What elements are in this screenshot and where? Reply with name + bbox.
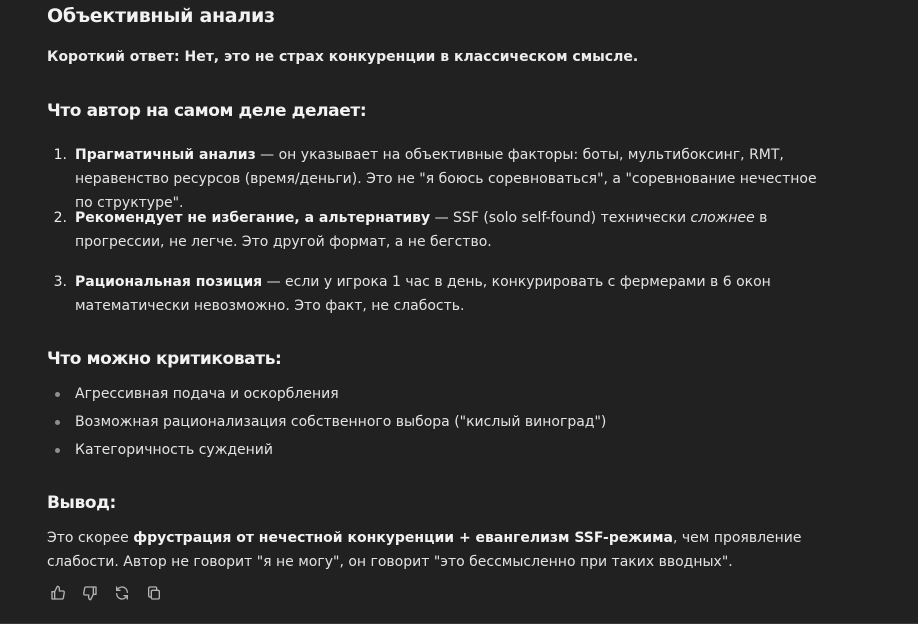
- section-heading-author: Что автор на самом деле делает:: [47, 101, 367, 121]
- list-item-rest: в прогрессии, не легче. Это другой формат, а не бегство.: [75, 210, 768, 250]
- list-item-rest: — если у игрока 1 час в день, конкурировать с фермерами в 6 окон математически невозможно. Это факт, не слабость.: [75, 274, 771, 314]
- bullet-item: [47, 382, 747, 406]
- bullet-dot: [55, 448, 60, 453]
- list-item-rest: — он указывает на объективные факторы: боты, мультибоксинг, RMT, неравенство ресурсов (время/деньги). Это не "я боюсь соревноваться", а "соревнование нечестное по структуре".: [75, 147, 817, 211]
- list-number: 1.: [53, 147, 67, 163]
- message-title: Объективный анализ: [47, 5, 275, 27]
- bullet-item: [47, 410, 747, 434]
- bullet-item: [47, 438, 747, 462]
- list-number: 2.: [53, 210, 67, 226]
- bullet-dot: [55, 392, 60, 397]
- list-item-italic: сложнее: [690, 210, 755, 226]
- section-heading-conclusion: Вывод:: [47, 493, 116, 513]
- bullet-dot: [55, 420, 60, 425]
- conclusion-bold: фрустрация от нечестной конкуренции + евангелизм SSF-режима: [133, 530, 673, 546]
- bullet-text: Агрессивная подача и оскорбления: [75, 386, 339, 402]
- list-item-bold: Рекомендует не избегание, а альтернативу: [75, 210, 431, 226]
- thumbs-down-icon[interactable]: [82, 585, 100, 603]
- list-item-text: [75, 270, 827, 318]
- list-item-bold: Прагматичный анализ: [75, 147, 256, 163]
- bullet-text: Категоричность суждений: [75, 442, 273, 458]
- conclusion-after: , чем проявление слабости. Автор не говорит "я не могу", он говорит "это бессмысленно при таких вводных".: [47, 530, 802, 570]
- conclusion-text: [47, 526, 847, 574]
- list-item-text: [75, 143, 827, 215]
- list-item-text: [75, 206, 827, 254]
- bullet-text: Возможная рационализация собственного выбора ("кислый виноград"): [75, 414, 607, 430]
- list-item-bold: Рациональная позиция: [75, 274, 263, 290]
- list-item-rest: — SSF (solo self-found) технически: [430, 210, 691, 226]
- section-heading-critique: Что можно критиковать:: [47, 349, 282, 369]
- copy-icon[interactable]: [146, 585, 164, 603]
- list-number: 3.: [53, 274, 67, 290]
- regenerate-icon[interactable]: [114, 585, 132, 603]
- short-answer: Короткий ответ: Нет, это не страх конкуренции в классическом смысле.: [47, 49, 639, 65]
- conclusion-before: Это скорее: [47, 530, 134, 546]
- thumbs-up-icon[interactable]: [50, 585, 68, 603]
